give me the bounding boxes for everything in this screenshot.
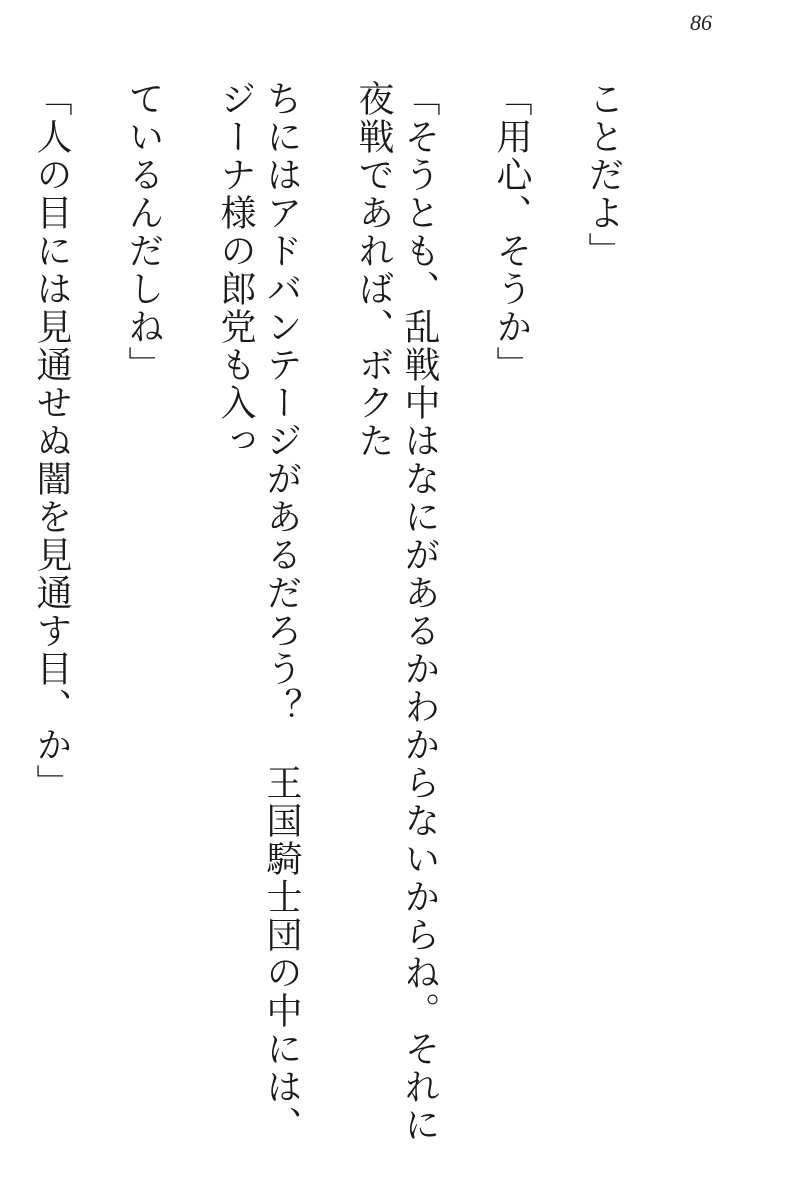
text-line: 「人の目には見通せぬ闇を見通す目、か」 <box>31 80 72 802</box>
text-line: 「そうとも、乱戦中はなにがあるかわからないからね。それに夜戦であれば、ボクた <box>353 80 440 1144</box>
page-number: 86 <box>690 10 712 35</box>
body-text <box>0 80 672 1160</box>
text-line: 「用心、そうか」 <box>491 80 532 384</box>
text-line: ことだよ」 <box>583 80 624 270</box>
text-line: ちにはアドバンテージがあるだろう？ 王国騎士団の中には、ジーナ様の郎党も入っ <box>215 80 302 1144</box>
text-line: ているんだしね」 <box>123 80 164 384</box>
